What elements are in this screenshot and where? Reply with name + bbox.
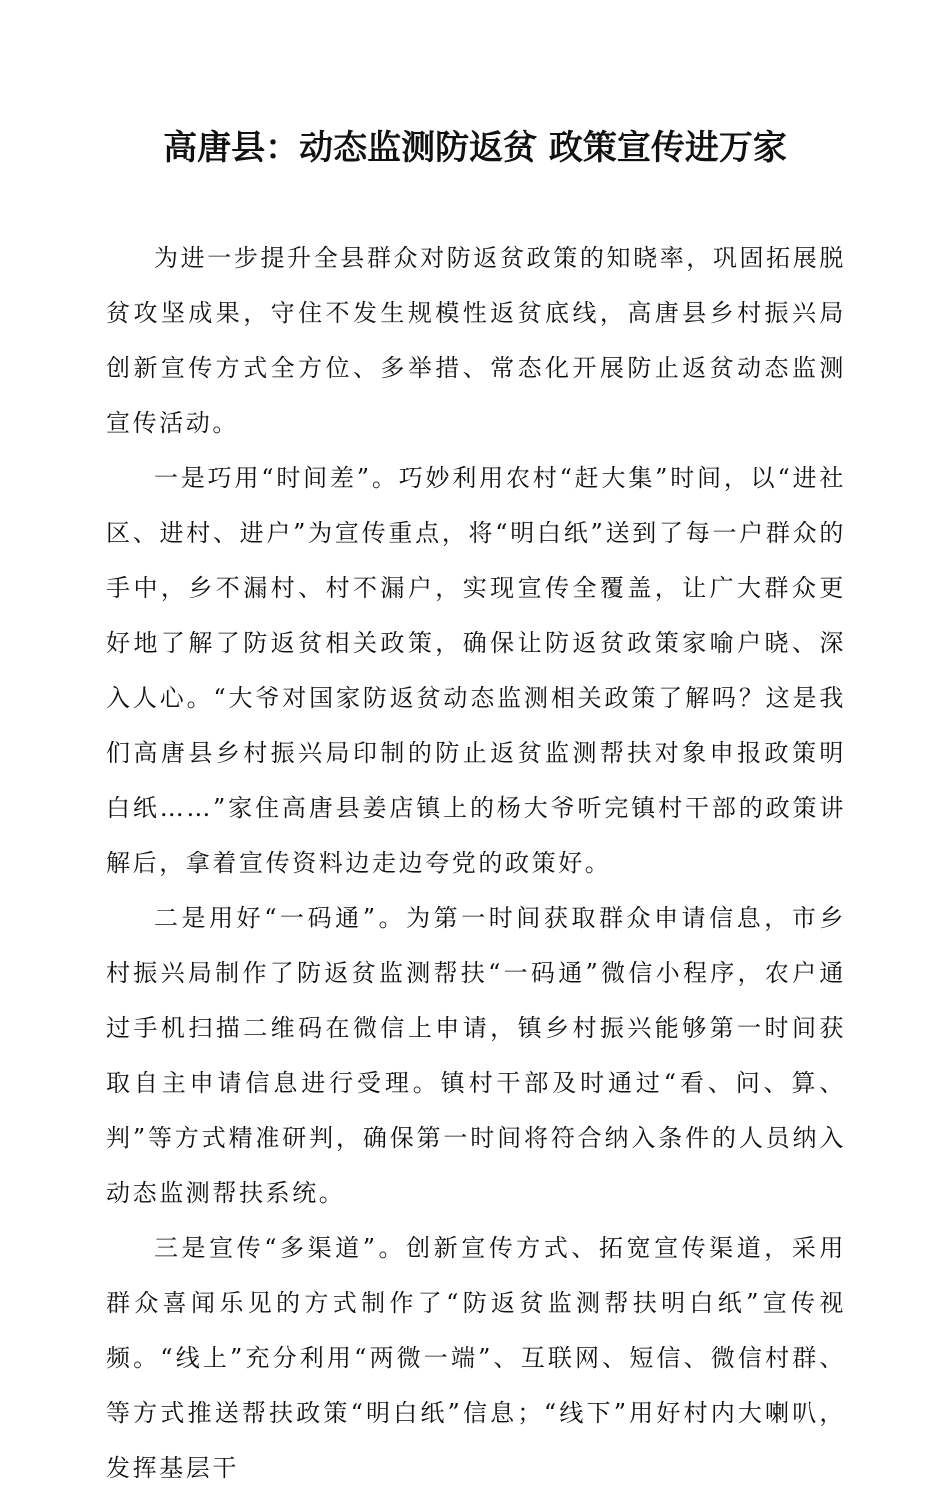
- article-body: [106, 231, 846, 1496]
- paragraph-multi-channel: 三是宣传“多渠道”。创新宣传方式、拓宽宣传渠道，采用群众喜闻乐见的方式制作了“防返贫监测帮扶明白纸”宣传视频。“线上”充分利用“两微一端”、互联网、短信、微信村群、等方式推送帮扶政策“明白纸”信息；“线下”用好村内大喇叭，发挥基层干: [106, 1234, 846, 1482]
- paragraph-intro: 为进一步提升全县群众对防返贫政策的知晓率，巩固拓展脱贫攻坚成果，守住不发生规模性返贫底线，高唐县乡村振兴局创新宣传方式全方位、多举措、常态化开展防止返贫动态监测宣传活动。: [106, 244, 846, 437]
- paragraph-time-difference: 一是巧用“时间差”。巧妙利用农村“赶大集”时间，以“进社区、进村、进户”为宣传重点，将“明白纸”送到了每一户群众的手中，乡不漏村、村不漏户，实现宣传全覆盖，让广大群众更好地了解了防返贫相关政策，确保让防返贫政策家喻户晓、深入人心。“大爷对国家防返贫动态监测相关政策了解吗？这是我们高唐县乡村振兴局印制的防止返贫监测帮扶对象申报政策明白纸……”家住高唐县姜店镇上的杨大爷听完镇村干部的政策讲解后，拿着宣传资料边走边夸党的政策好。: [106, 464, 846, 877]
- paragraph-one-code: 二是用好“一码通”。为第一时间获取群众申请信息，市乡村振兴局制作了防返贫监测帮扶“一码通”微信小程序，农户通过手机扫描二维码在微信上申请，镇乡村振兴能够第一时间获取自主申请信息进行受理。镇村干部及时通过“看、问、算、判”等方式精准研判，确保第一时间将符合纳入条件的人员纳入动态监测帮扶系统。: [106, 904, 846, 1207]
- page-title: 高唐县：动态监测防返贫 政策宣传进万家: [163, 128, 787, 168]
